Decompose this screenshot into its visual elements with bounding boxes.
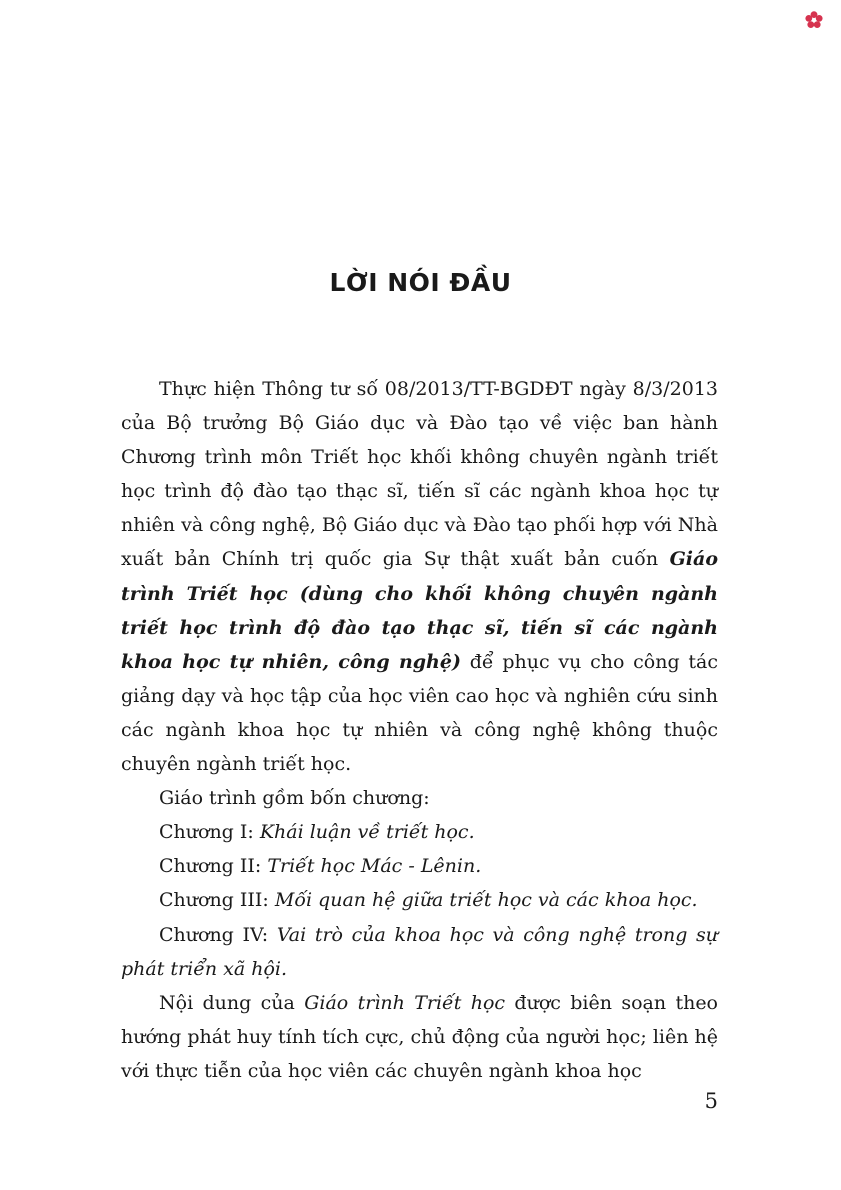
chapter-title: Triết học Mác - Lênin. [267, 855, 482, 878]
structure-intro: Giáo trình gồm bốn chương: [159, 787, 430, 810]
chapter-label: Chương IV: [159, 923, 277, 946]
chapter-title: Mối quan hệ giữa triết học và các khoa học. [274, 889, 698, 912]
page-title: LỜI NÓI ĐẦU [329, 268, 512, 297]
book-title: Giáo trình Triết học (dùng cho khối không chuyên ngành triết học trình độ đào tạo thạc sĩ, tiến sĩ các ngành khoa học tự nhiên, công nghệ) [121, 548, 718, 673]
intro-text: Thực hiện Thông tư số 08/2013/TT-BGDĐT ngày 8/3/2013 của Bộ trưởng Bộ Giáo dục và Đào tạo về việc ban hành Chương trình môn Triết học khối không chuyên ngành triết học trình độ đào tạo thạc sĩ, tiến sĩ các ngành khoa học tự nhiên và công nghệ, Bộ Giáo dục và Đào tạo phối hợp với Nhà xuất bản Chính trị quốc gia Sự thật xuất bản cuốn [121, 378, 718, 571]
flower-icon [804, 10, 824, 30]
chapter-title: Vai trò của khoa học và công nghệ trong sự phát triển xã hội. [121, 923, 718, 980]
page-number: 5 [704, 1089, 718, 1113]
intro-paragraph [121, 372, 718, 781]
book-reference: Giáo trình Triết học [304, 991, 506, 1014]
chapter-label: Chương III: [159, 889, 275, 912]
chapter-title: Khái luận về triết học. [259, 821, 475, 844]
preface-body [121, 372, 718, 1088]
chapter-item [121, 849, 718, 883]
intro-text-continued: để phục vụ cho công tác giảng dạy và học tập của học viên cao học và nghiên cứu sinh các ngành khoa học tự nhiên và công nghệ không thuộc chuyên ngành triết học. [121, 650, 718, 776]
chapter-item [121, 918, 718, 986]
chapter-label: Chương II: [159, 855, 268, 878]
chapter-item [121, 883, 718, 917]
chapter-label: Chương I: [159, 821, 260, 844]
closing-paragraph [121, 986, 718, 1088]
chapter-item [121, 815, 718, 849]
closing-text-continued: được biên soạn theo hướng phát huy tính tích cực, chủ động của người học; liên hệ với thực tiễn của học viên các chuyên ngành khoa học [121, 991, 718, 1082]
closing-text: Nội dung của [159, 991, 305, 1014]
